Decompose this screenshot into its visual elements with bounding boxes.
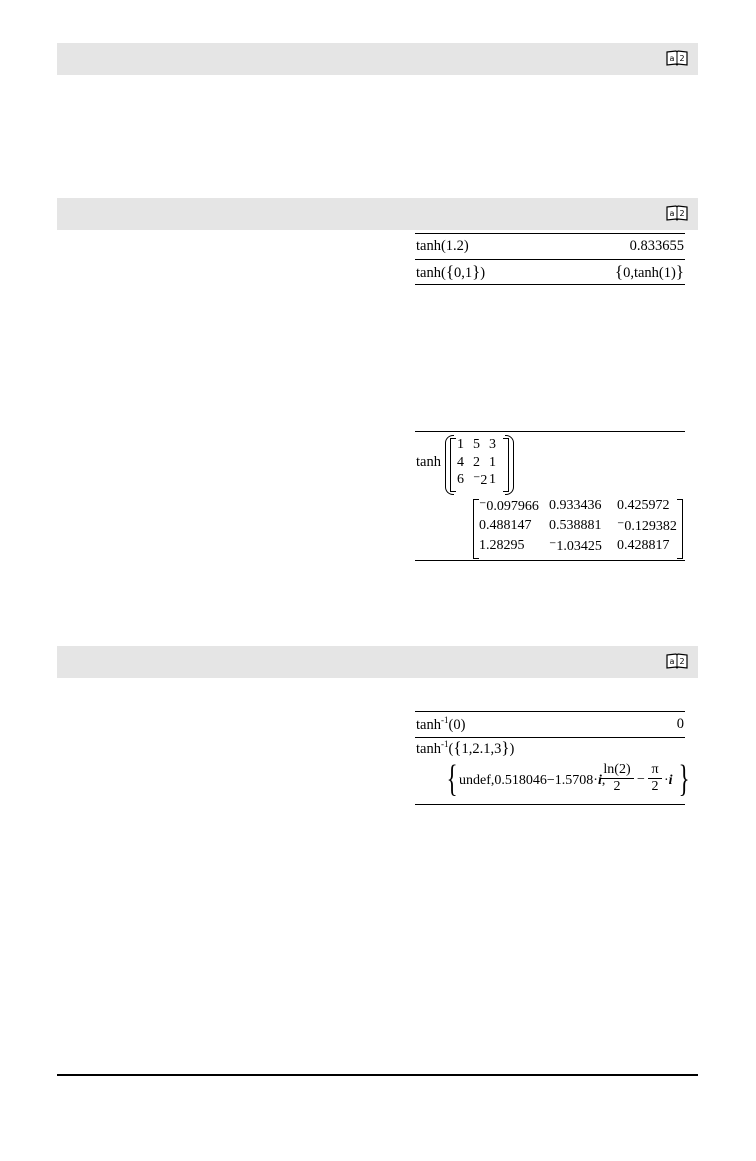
output-matrix-cell: 0.933436 — [549, 498, 602, 513]
output-matrix-cell: ⁻0.097966 — [479, 499, 539, 514]
output-value: 0.833655 — [629, 238, 684, 254]
book-icon — [666, 204, 688, 222]
output-tail: ·i — [664, 773, 673, 788]
book-icon — [666, 49, 688, 67]
input-function: tanh — [416, 454, 441, 470]
input-matrix-cell: 1 — [457, 437, 464, 452]
output-matrix-cell: 0.538881 — [549, 518, 602, 533]
input-expression: $\tanh^{-1}(0)$ — [416, 715, 466, 733]
output-value: {0,tanh(1)} — [614, 262, 684, 281]
example-tanh-scalar — [415, 233, 685, 285]
input-matrix-cell: ⁻2 — [473, 473, 488, 488]
example-arctanh — [415, 711, 690, 805]
fraction-pi-over-2: $\frac{\pi}{2}$ — [648, 762, 662, 795]
example-row — [415, 737, 690, 805]
output-matrix-cell: 0.488147 — [479, 518, 532, 533]
input-matrix-cell: 1 — [489, 454, 496, 470]
input-matrix-cell: 6 — [457, 472, 464, 487]
output-brace-right: } — [678, 758, 690, 800]
output-value: 0 — [676, 716, 684, 732]
input-matrix-cell: 4 — [457, 454, 464, 470]
output-matrix-cell: 0.425972 — [617, 498, 670, 513]
svg-text:a: a — [669, 209, 675, 218]
fraction-ln2-over-2: $\frac{\ln(2)}{2}$ — [600, 762, 634, 795]
example-row — [415, 711, 685, 737]
input-matrix-cell: 2 — [473, 454, 480, 470]
section-header-bar-2 — [57, 198, 698, 230]
example-tanh-matrix — [415, 431, 685, 561]
input-expression: $\tanh^{-1}(\{1,2.1,3\})$ — [416, 738, 515, 757]
output-matrix-cell: ⁻0.129382 — [617, 519, 677, 534]
output-matrix-bracket-right — [677, 499, 683, 559]
svg-text:2: 2 — [679, 657, 685, 666]
output-value-part: undef,0.518046−1.5708·i, — [459, 773, 606, 788]
section-header-bar-3 — [57, 646, 698, 678]
example-row — [415, 259, 685, 285]
minus-sign: − — [637, 772, 645, 787]
output-matrix-cell: 1.28295 — [479, 538, 525, 553]
input-matrix-cell: 1 — [489, 472, 496, 487]
input-matrix-paren-right — [505, 435, 514, 495]
example-row — [415, 233, 685, 259]
input-matrix-bracket-left — [450, 438, 456, 492]
output-brace-left: { — [446, 758, 458, 800]
svg-text:2: 2 — [679, 54, 685, 63]
input-expression: tanh({0,1}) — [416, 262, 486, 281]
section-header-bar-1 — [57, 43, 698, 75]
output-matrix-cell: 0.428817 — [617, 538, 670, 553]
svg-text:a: a — [669, 657, 675, 666]
footer-rule — [57, 1074, 698, 1076]
input-matrix-cell: 3 — [489, 437, 496, 452]
input-expression: tanh(1.2) — [416, 238, 469, 254]
svg-text:a: a — [669, 54, 675, 63]
book-icon — [666, 652, 688, 670]
output-matrix-cell: ⁻1.03425 — [549, 539, 602, 554]
svg-text:2: 2 — [679, 209, 685, 218]
input-matrix-cell: 5 — [473, 437, 480, 452]
